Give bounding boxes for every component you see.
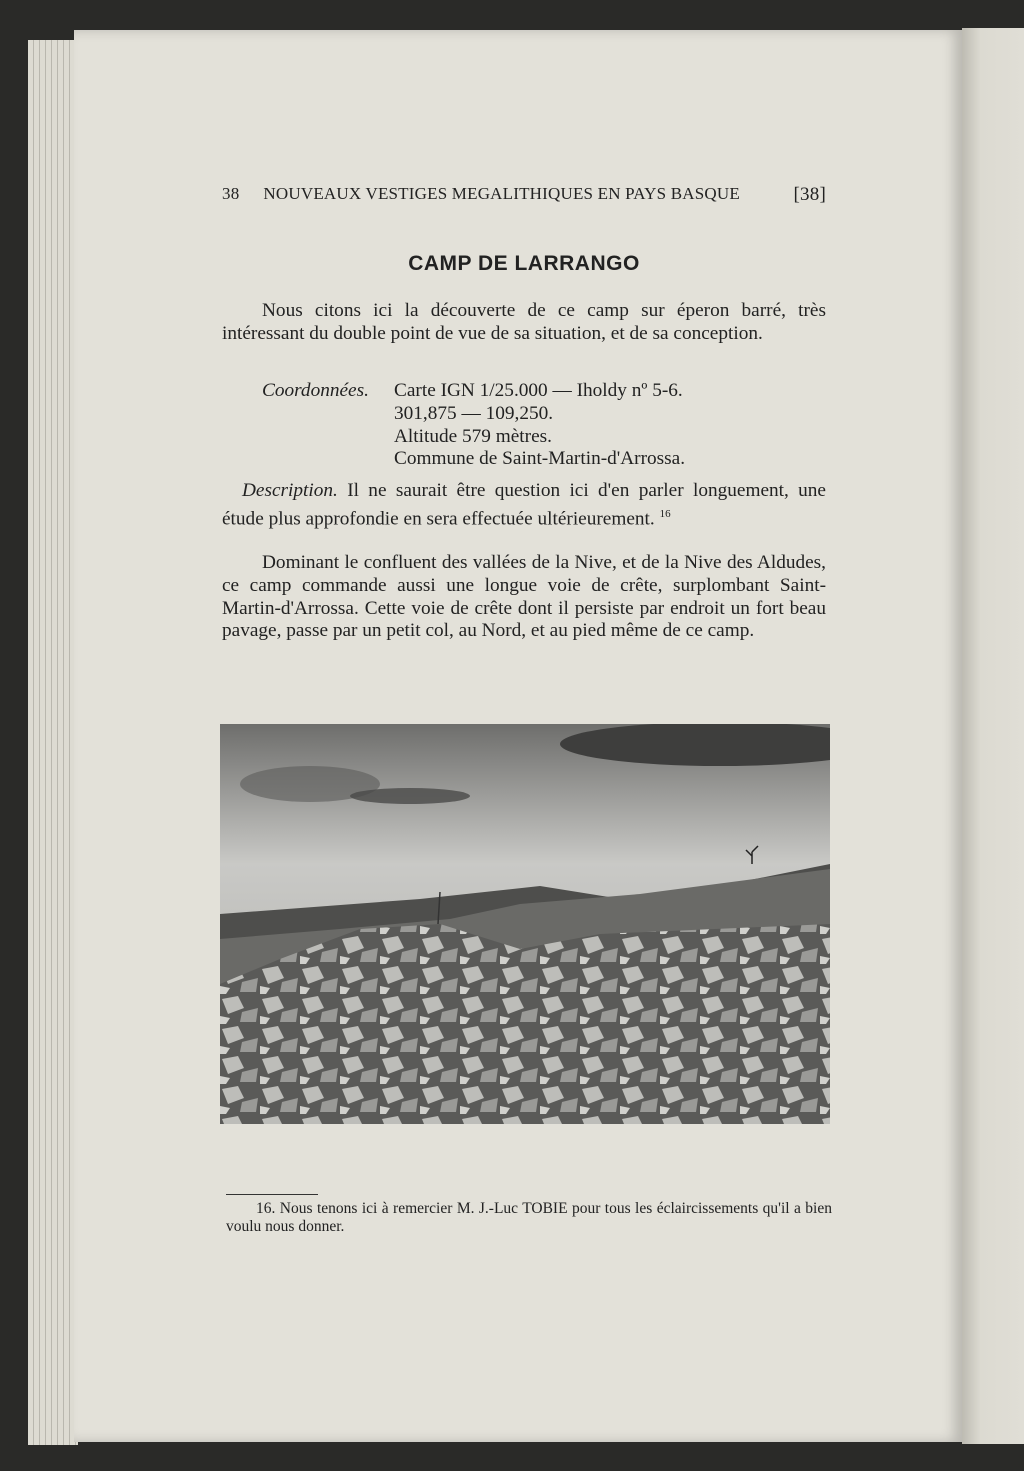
description-label: Description. bbox=[242, 480, 338, 501]
coordinates-line: 301,875 — 109,250. bbox=[394, 402, 554, 424]
footnote: 16. Nous tenons ici à remercier M. J.-Luc TOBIE pour tous les éclaircissements qu'il a bien voulu nous donner. bbox=[226, 1200, 832, 1235]
running-header bbox=[222, 184, 826, 206]
landscape-photo bbox=[220, 724, 830, 1124]
description-text: Il ne saurait être question ici d'en parler longuement, une étude plus approfondie en sera effectuée ultérieurement. bbox=[222, 480, 826, 530]
coordinates-block bbox=[262, 380, 685, 471]
page-number: 38 bbox=[222, 184, 240, 203]
description-paragraph bbox=[222, 480, 826, 531]
facing-page-edge bbox=[962, 28, 1024, 1444]
footnote-rule bbox=[226, 1194, 318, 1195]
intro-paragraph: Nous citons ici la découverte de ce camp sur éperon barré, très intéressant du double point de vue de sa situation, et de sa conception. bbox=[222, 300, 826, 344]
body-paragraph: Dominant le confluent des vallées de la Nive, et de la Nive des Aldudes, ce camp commande aussi une longue voie de crête, surplombant Saint-Martin-d'Arrossa. Cette voie de crête dont il persiste par endroit un fort beau pavage, passe par un petit col, au Nord, et au pied même de ce camp. bbox=[222, 552, 826, 642]
page-edges bbox=[28, 40, 78, 1445]
coordinates-line: Commune de Saint-Martin-d'Arrossa. bbox=[394, 448, 686, 470]
footnote-ref: 16 bbox=[659, 507, 671, 520]
section-title: CAMP DE LARRANGO bbox=[408, 252, 640, 275]
photo-illustration bbox=[220, 724, 830, 1124]
coordinates-line: Carte IGN 1/25.000 — Iholdy nº 5-6. bbox=[394, 380, 683, 401]
coordinates-label: Coordonnées. bbox=[262, 380, 369, 401]
coordinates-line: Altitude 579 mètres. bbox=[394, 425, 552, 447]
running-title: NOUVEAUX VESTIGES MEGALITHIQUES EN PAYS BASQUE bbox=[263, 184, 740, 203]
folio: [38] bbox=[793, 184, 826, 205]
